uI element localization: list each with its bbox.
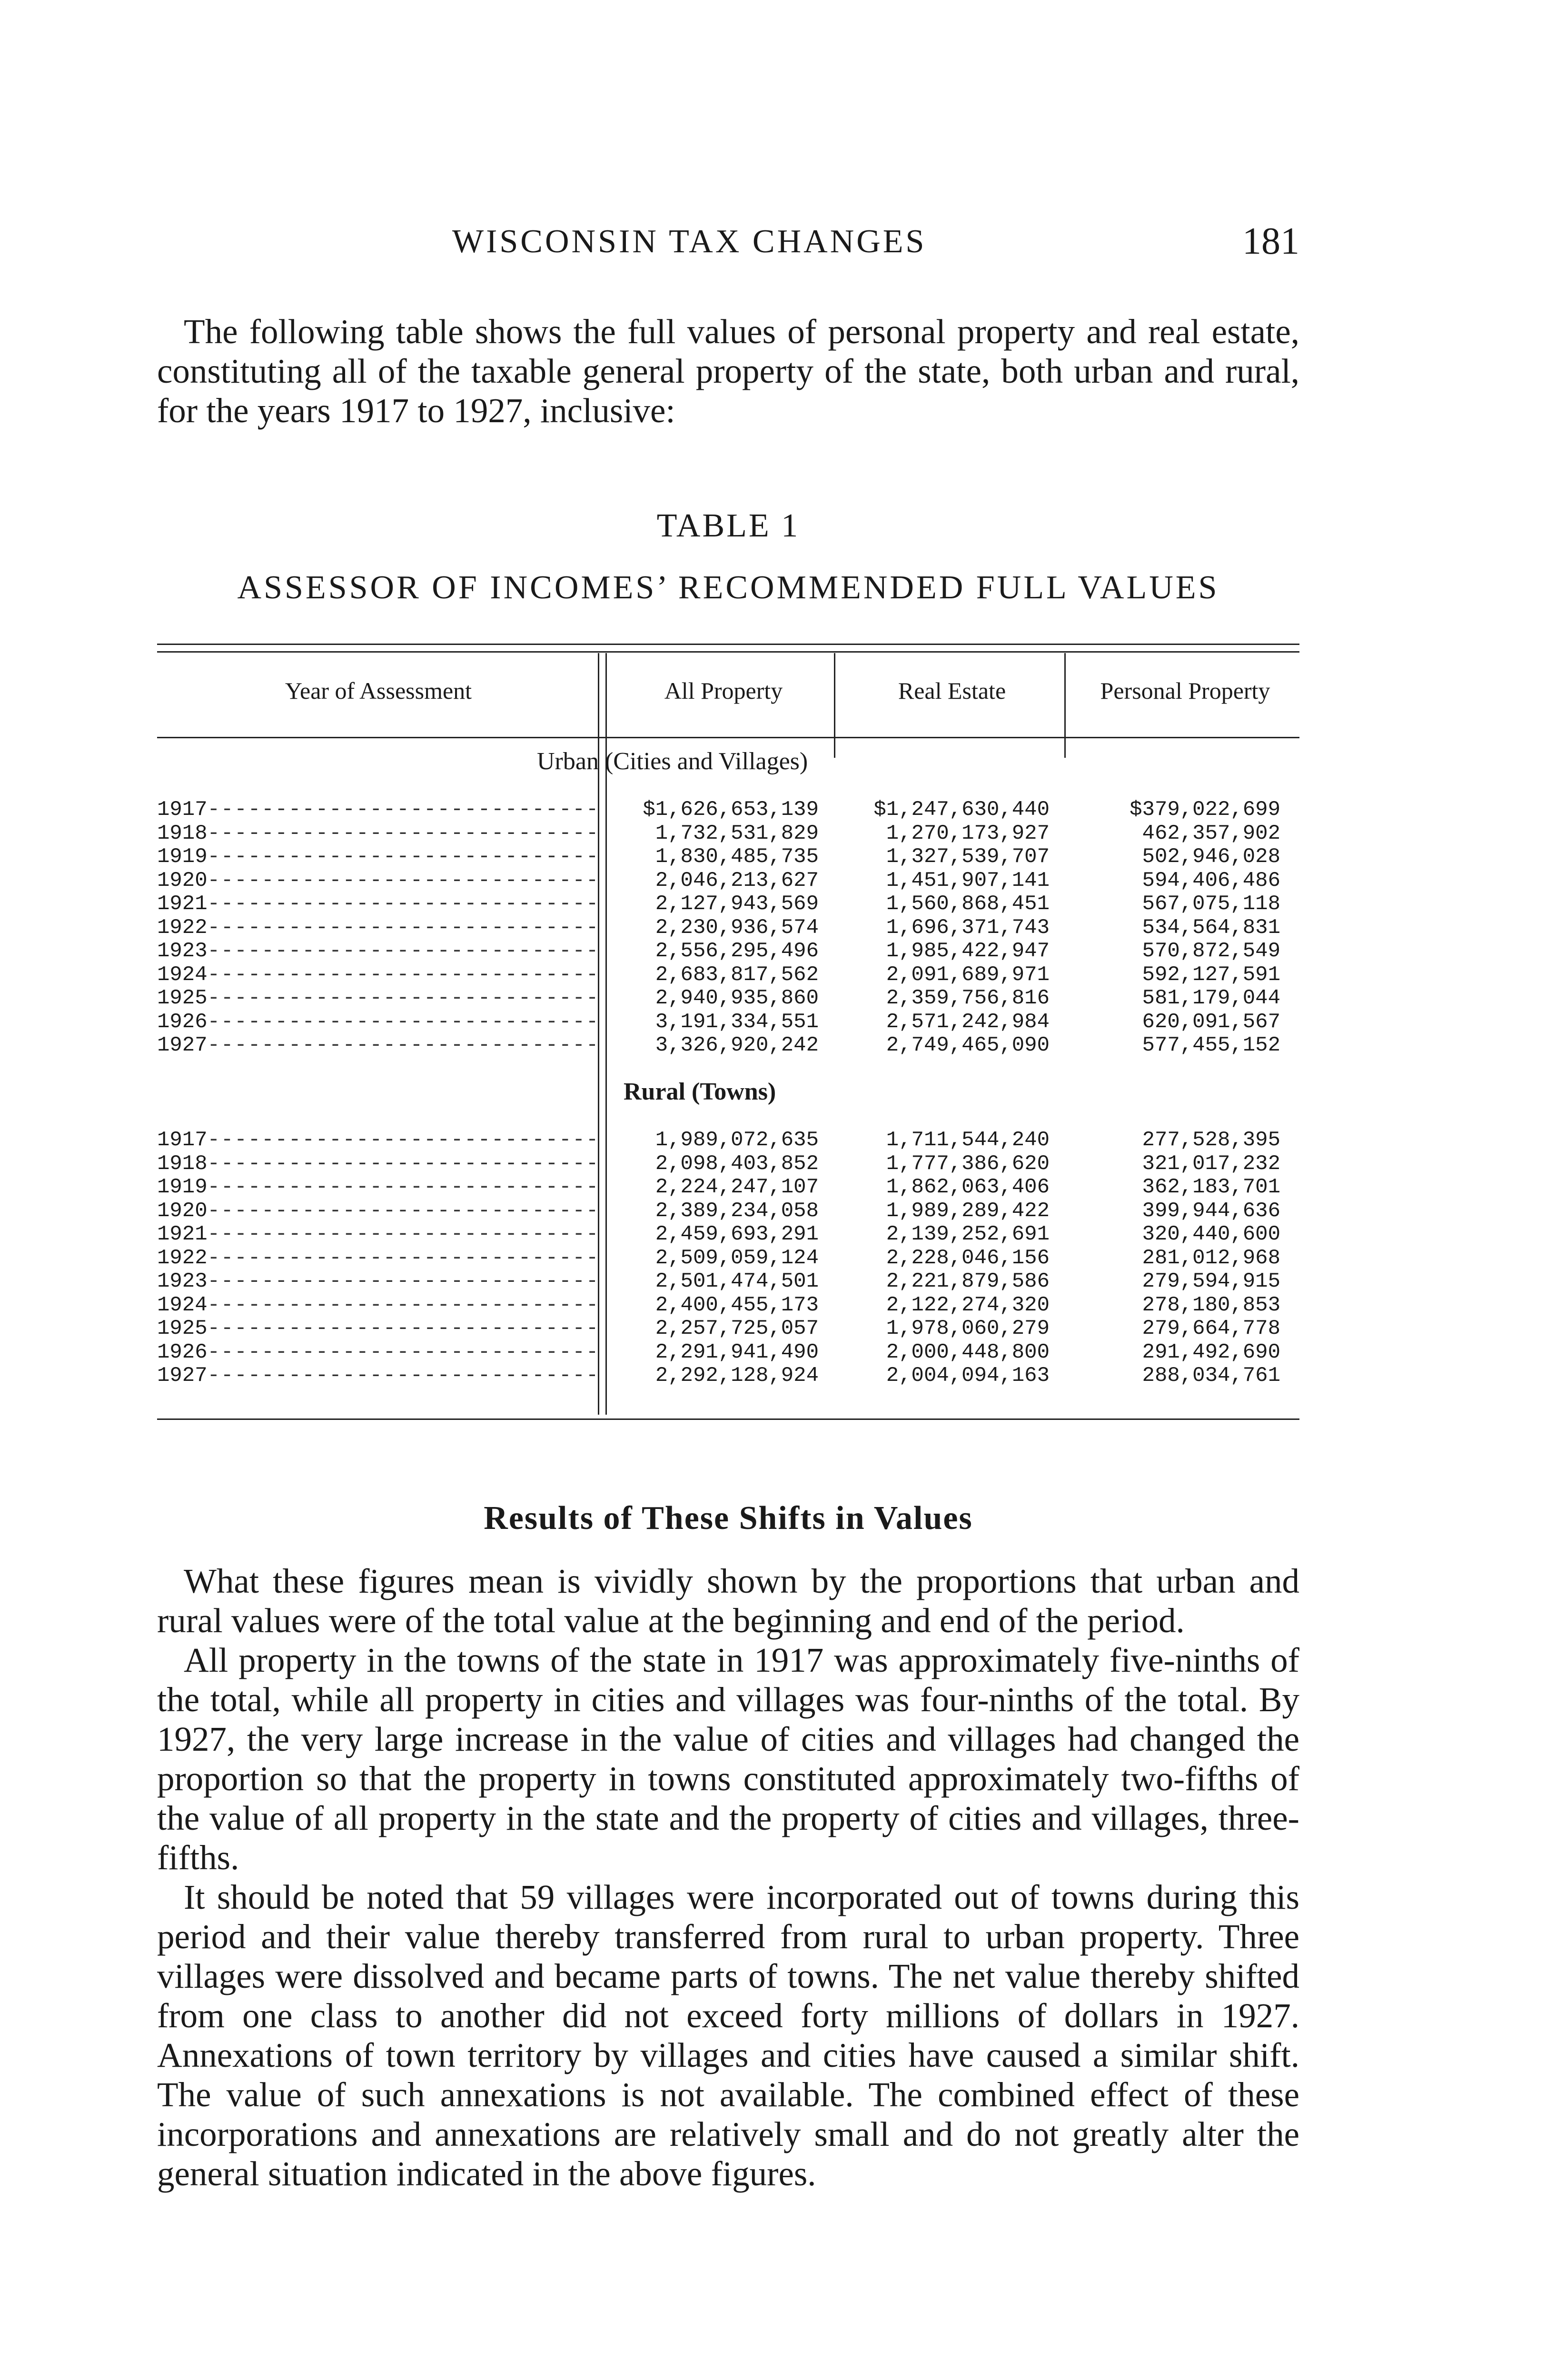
table-row [157, 1364, 1299, 1387]
header-bottom-rule [157, 737, 1299, 738]
personal-property-cell: 288,034,761 [1142, 1364, 1280, 1388]
all-property-cell: 2,046,213,627 [655, 868, 819, 892]
table-row [157, 1293, 1299, 1316]
real-estate-cell: $1,247,630,440 [873, 798, 1050, 822]
year-cell: 1924 ----- [157, 1293, 595, 1317]
real-estate-cell: 2,228,046,156 [886, 1246, 1050, 1270]
column-divider-2 [834, 653, 835, 758]
year-cell: 1923 ----- [157, 939, 595, 963]
column-header-all-property: All Property [664, 677, 783, 704]
all-property-cell: 1,830,485,735 [655, 845, 819, 869]
all-property-cell: 2,556,295,496 [655, 939, 819, 963]
year-cell: 1925 ----- [157, 986, 595, 1010]
personal-property-cell: 570,872,549 [1142, 939, 1280, 963]
table-row [157, 916, 1299, 939]
year-cell: 1918 ----- [157, 822, 595, 845]
real-estate-cell: 1,985,422,947 [886, 939, 1050, 963]
real-estate-cell: 2,571,242,984 [886, 1010, 1050, 1034]
all-property-cell: 1,732,531,829 [655, 821, 819, 845]
real-estate-cell: 1,270,173,927 [886, 821, 1050, 845]
table-row [157, 1010, 1299, 1033]
table-row [157, 1152, 1299, 1175]
table-row [157, 1199, 1299, 1222]
all-property-cell: 2,257,725,057 [655, 1317, 819, 1340]
year-cell: 1921 ----- [157, 892, 595, 916]
running-head [157, 220, 1299, 270]
year-cell: 1925 ----- [157, 1317, 595, 1340]
real-estate-cell: 2,004,094,163 [886, 1364, 1050, 1388]
intro-paragraph: The following table shows the full values of personal property and real estate, constituting all of the taxable general property of the state, both urban and rural, for the years 1917 to 1927, inclusive: [157, 312, 1299, 430]
year-cell: 1922 ----- [157, 916, 595, 940]
all-property-cell: 2,683,817,562 [655, 962, 819, 987]
real-estate-cell: 1,711,544,240 [886, 1128, 1050, 1152]
column-divider-3 [1064, 653, 1066, 758]
real-estate-cell: 1,560,868,451 [886, 892, 1050, 916]
year-cell: 1922 ----- [157, 1246, 595, 1270]
real-estate-cell: 2,000,448,800 [886, 1340, 1050, 1364]
personal-property-cell: 594,406,486 [1142, 868, 1280, 892]
personal-property-cell: 279,594,915 [1142, 1269, 1280, 1293]
year-cell: 1917 ----- [157, 1128, 595, 1152]
year-cell: 1924 ----- [157, 963, 595, 987]
real-estate-cell: 2,091,689,971 [886, 962, 1050, 987]
personal-property-cell: 278,180,853 [1142, 1293, 1280, 1317]
year-cell: 1927 ----- [157, 1364, 595, 1388]
table-row [157, 1340, 1299, 1363]
personal-property-cell: 620,091,567 [1142, 1010, 1280, 1034]
table-row [157, 892, 1299, 915]
personal-property-cell: $379,022,699 [1130, 798, 1280, 822]
personal-property-cell: 320,440,600 [1142, 1222, 1280, 1246]
year-cell: 1918 ----- [157, 1152, 595, 1176]
personal-property-cell: 581,179,044 [1142, 986, 1280, 1010]
personal-property-cell: 281,012,968 [1142, 1246, 1280, 1270]
body-paragraph-2: All property in the towns of the state in 1917 was approximately five-ninths of the total, while all property in cities and villages was four-ninths of the total. By 1927, the very large increase in the value of cities and villages had changed the proportion so that the property in towns constituted approximately two-fifths of the value of all property in the state and the property of cities and villages, three-fifths. [157, 1641, 1299, 1877]
table-row [157, 1033, 1299, 1056]
year-cell: 1926 ----- [157, 1340, 595, 1364]
year-cell: 1920 ----- [157, 869, 595, 892]
table-row [157, 1175, 1299, 1198]
all-property-cell: 2,400,455,173 [655, 1293, 819, 1317]
year-cell: 1926 ----- [157, 1010, 595, 1034]
personal-property-cell: 592,127,591 [1142, 962, 1280, 987]
year-cell: 1921 ----- [157, 1222, 595, 1246]
section-label-rural: Rural (Towns) [624, 1078, 776, 1105]
all-property-cell: 2,291,941,490 [655, 1340, 819, 1364]
all-property-cell: 2,940,935,860 [655, 986, 819, 1010]
all-property-cell: 2,459,693,291 [655, 1222, 819, 1246]
real-estate-cell: 1,978,060,279 [886, 1317, 1050, 1340]
personal-property-cell: 502,946,028 [1142, 845, 1280, 869]
personal-property-cell: 577,455,152 [1142, 1033, 1280, 1057]
table-row [157, 939, 1299, 962]
personal-property-cell: 567,075,118 [1142, 892, 1280, 916]
all-property-cell: 2,509,059,124 [655, 1246, 819, 1270]
table-row [157, 822, 1299, 844]
table-row [157, 963, 1299, 986]
all-property-cell: 3,191,334,551 [655, 1010, 819, 1034]
real-estate-cell: 2,122,274,320 [886, 1293, 1050, 1317]
personal-property-cell: 534,564,831 [1142, 915, 1280, 940]
table-row [157, 1128, 1299, 1151]
section-label-urban: Urban (Cities and Villages) [537, 748, 808, 775]
all-property-cell: 1,989,072,635 [655, 1128, 819, 1152]
table-row [157, 986, 1299, 1009]
column-header-personal-property: Personal Property [1100, 677, 1270, 704]
table-row [157, 798, 1299, 821]
section-subhead: Results of These Shifts in Values [484, 1500, 973, 1537]
all-property-cell: 2,230,936,574 [655, 915, 819, 940]
body-text [157, 1561, 1299, 2193]
personal-property-cell: 321,017,232 [1142, 1151, 1280, 1176]
real-estate-cell: 2,359,756,816 [886, 986, 1050, 1010]
table-row [157, 1269, 1299, 1292]
column-header-year: Year of Assessment [285, 677, 472, 704]
personal-property-cell: 462,357,902 [1142, 821, 1280, 845]
real-estate-cell: 1,777,386,620 [886, 1151, 1050, 1176]
year-cell: 1917 ----- [157, 798, 595, 822]
personal-property-cell: 399,944,636 [1142, 1199, 1280, 1223]
year-cell: 1927 ----- [157, 1033, 595, 1057]
personal-property-cell: 279,664,778 [1142, 1317, 1280, 1340]
real-estate-cell: 1,696,371,743 [886, 915, 1050, 940]
body-paragraph-1: What these figures mean is vividly shown by the proportions that urban and rural values were of the total value at the beginning and end of the period. [157, 1562, 1299, 1640]
real-estate-cell: 1,862,063,406 [886, 1175, 1050, 1199]
year-cell: 1919 ----- [157, 1175, 595, 1199]
body-paragraph-3: It should be noted that 59 villages were incorporated out of towns during this period and their value thereby transferred from rural to urban property. Three villages were dissolved and became parts of towns. The net value thereby shifted from one class to another did not exceed forty millions of dollars in 1927. Annexations of town territory by villages and cities have caused a similar shift. The value of such annexations is not available. The combined effect of these incorporations and annexations are relatively small and do not greatly alter the general situation indicated in the above figures. [157, 1878, 1299, 2193]
year-cell: 1920 ----- [157, 1199, 595, 1223]
page-number: 181 [1242, 220, 1299, 262]
table-top-rule-2 [157, 651, 1299, 653]
table-bottom-rule [157, 1418, 1299, 1420]
year-cell: 1923 ----- [157, 1269, 595, 1293]
real-estate-cell: 2,139,252,691 [886, 1222, 1050, 1246]
table-row [157, 845, 1299, 868]
all-property-cell: 2,292,128,924 [655, 1364, 819, 1388]
table-row [157, 1222, 1299, 1245]
all-property-cell: 2,098,403,852 [655, 1151, 819, 1176]
table-label: TABLE 1 [656, 507, 800, 544]
table-row [157, 1317, 1299, 1339]
personal-property-cell: 277,528,395 [1142, 1128, 1280, 1152]
all-property-cell: 2,224,247,107 [655, 1175, 819, 1199]
personal-property-cell: 291,492,690 [1142, 1340, 1280, 1364]
all-property-cell: $1,626,653,139 [643, 798, 819, 822]
real-estate-cell: 2,749,465,090 [886, 1033, 1050, 1057]
real-estate-cell: 1,327,539,707 [886, 845, 1050, 869]
real-estate-cell: 2,221,879,586 [886, 1269, 1050, 1293]
all-property-cell: 2,389,234,058 [655, 1199, 819, 1223]
personal-property-cell: 362,183,701 [1142, 1175, 1280, 1199]
table-row [157, 869, 1299, 892]
running-title: WISCONSIN TAX CHANGES [452, 223, 927, 260]
real-estate-cell: 1,451,907,141 [886, 868, 1050, 892]
all-property-cell: 2,127,943,569 [655, 892, 819, 916]
real-estate-cell: 1,989,289,422 [886, 1199, 1050, 1223]
column-header-real-estate: Real Estate [898, 677, 1006, 704]
all-property-cell: 2,501,474,501 [655, 1269, 819, 1293]
all-property-cell: 3,326,920,242 [655, 1033, 819, 1057]
table-top-rule [157, 644, 1299, 645]
year-cell: 1919 ----- [157, 845, 595, 869]
table-title: ASSESSOR OF INCOMES’ RECOMMENDED FULL VALUES [237, 569, 1219, 606]
table-row [157, 1246, 1299, 1269]
